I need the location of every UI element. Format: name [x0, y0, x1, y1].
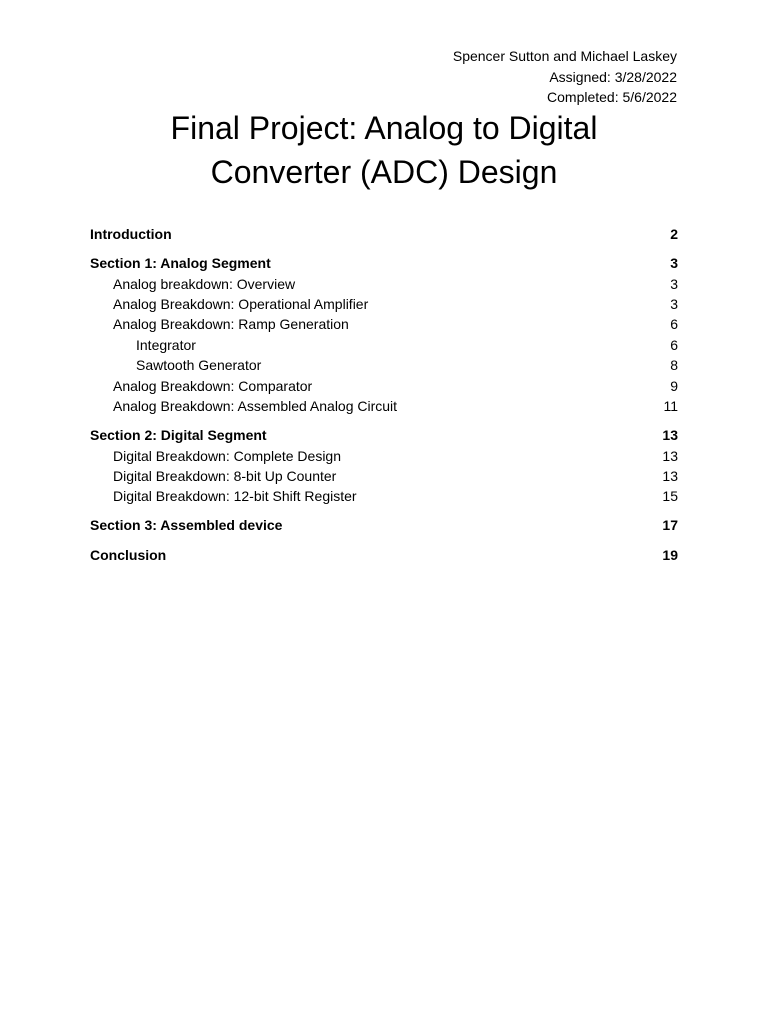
completed-date: Completed: 5/6/2022 — [547, 89, 677, 105]
toc-entry-ramp-generation[interactable] — [90, 314, 678, 334]
toc-entry-page-number: 3 — [670, 295, 678, 312]
toc-entry-label: Introduction — [90, 226, 172, 242]
toc-entry-page-number: 6 — [670, 316, 678, 333]
toc-entry-integrator[interactable] — [90, 335, 678, 355]
document-header — [453, 46, 677, 108]
toc-entry-page-number: 2 — [670, 226, 678, 242]
toc-entry-analog-overview[interactable] — [90, 274, 678, 294]
toc-entry-label: Sawtooth Generator — [136, 357, 262, 374]
toc-entry-shift-register[interactable] — [90, 486, 678, 506]
title-line-1: Final Project: Analog to Digital — [170, 110, 598, 146]
assigned-date: Assigned: 3/28/2022 — [549, 68, 677, 85]
toc-entry-conclusion[interactable] — [90, 545, 678, 565]
toc-entry-page-number: 9 — [670, 377, 678, 394]
toc-entry-label: Section 3: Assembled device — [90, 517, 283, 534]
toc-entry-label: Analog Breakdown: Ramp Generation — [113, 316, 349, 333]
toc-entry-section-1[interactable] — [90, 253, 678, 273]
toc-entry-page-number: 13 — [662, 447, 678, 464]
toc-entry-page-number: 15 — [662, 488, 678, 505]
toc-entry-label: Analog Breakdown: Operational Amplifier — [113, 295, 369, 312]
toc-entry-introduction[interactable] — [90, 224, 678, 244]
toc-entry-label: Digital Breakdown: Complete Design — [113, 447, 341, 464]
authors-line: Spencer Sutton and Michael Laskey — [452, 48, 677, 64]
toc-entry-label: Analog Breakdown: Assembled Analog Circuit — [113, 397, 398, 414]
toc-entry-assembled-analog-circuit[interactable] — [90, 396, 678, 416]
toc-entry-operational-amplifier[interactable] — [90, 294, 678, 314]
toc-entry-complete-design[interactable] — [90, 446, 678, 466]
toc-entry-page-number: 3 — [670, 275, 678, 292]
toc-entry-page-number: 13 — [662, 427, 678, 444]
toc-entry-label: Section 1: Analog Segment — [90, 255, 271, 272]
toc-entry-label: Digital Breakdown: 8-bit Up Counter — [113, 467, 337, 484]
toc-entry-page-number: 13 — [662, 467, 678, 484]
toc-entry-page-number: 8 — [670, 357, 678, 374]
toc-entry-comparator[interactable] — [90, 376, 678, 396]
title-line-2: Converter (ADC) Design — [210, 154, 558, 190]
toc-entry-page-number: 19 — [662, 546, 678, 563]
toc-entry-label: Analog Breakdown: Comparator — [113, 377, 313, 394]
toc-entry-label: Section 2: Digital Segment — [90, 427, 267, 444]
toc-entry-label: Analog breakdown: Overview — [113, 275, 296, 292]
toc-entry-page-number: 3 — [670, 255, 678, 272]
table-of-contents — [90, 224, 678, 565]
toc-entry-section-3[interactable] — [90, 515, 678, 535]
toc-entry-label: Integrator — [136, 336, 196, 353]
toc-entry-page-number: 6 — [670, 336, 678, 353]
document-title — [0, 106, 768, 194]
toc-entry-label: Digital Breakdown: 12-bit Shift Register — [113, 488, 357, 505]
toc-entry-page-number: 17 — [662, 517, 678, 534]
toc-entry-label: Conclusion — [90, 546, 167, 563]
toc-entry-sawtooth-generator[interactable] — [90, 355, 678, 375]
toc-entry-section-2[interactable] — [90, 425, 678, 445]
toc-entry-page-number: 11 — [663, 397, 678, 414]
toc-entry-up-counter[interactable] — [90, 466, 678, 486]
